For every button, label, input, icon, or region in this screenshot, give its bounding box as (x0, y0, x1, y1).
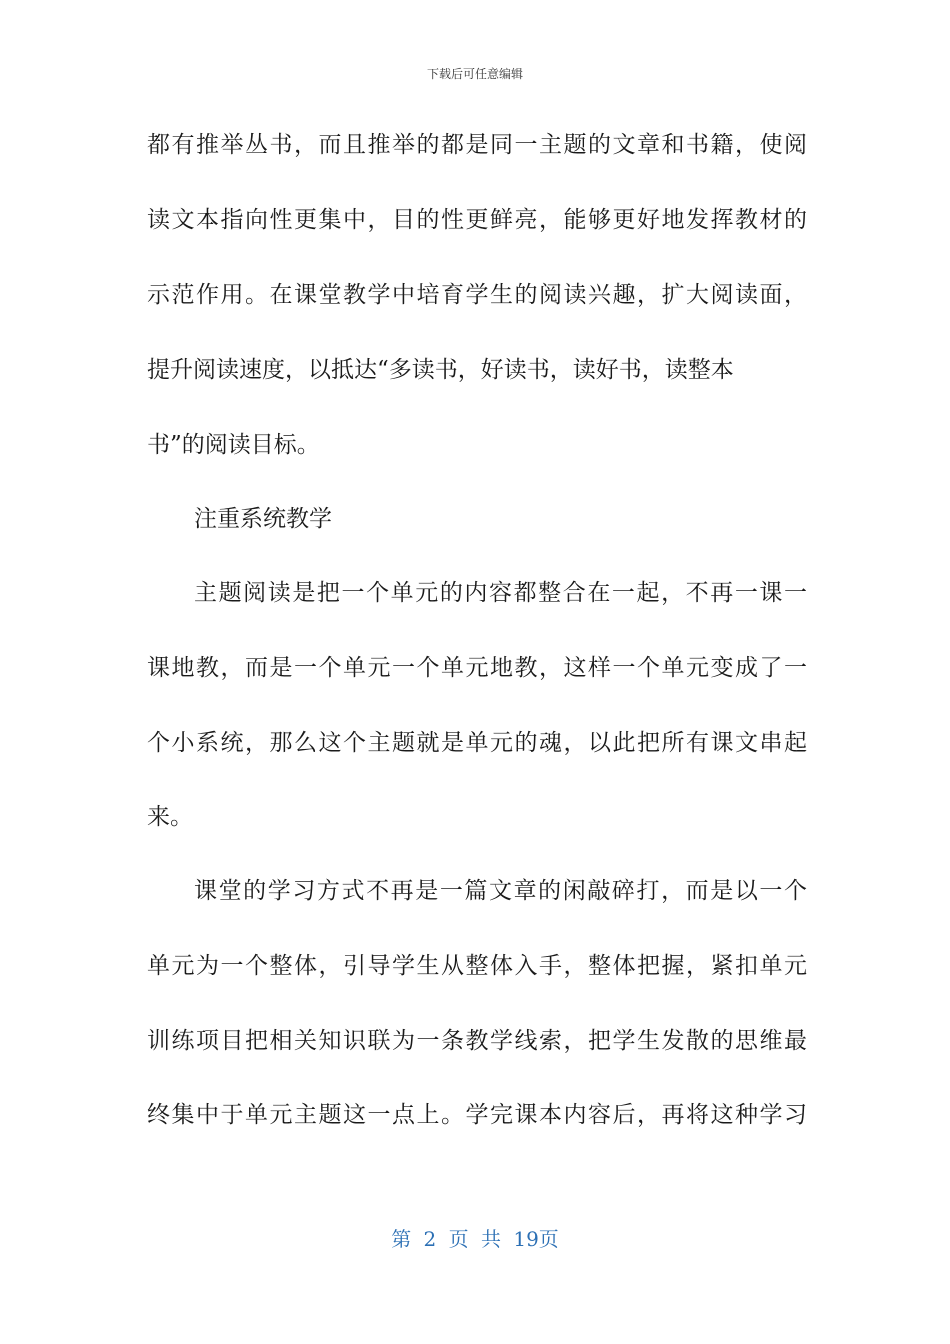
page-header: 下载后可任意编辑 (426, 67, 523, 81)
body-line: 课堂的学习方式不再是一篇文章的闲敲碎打，而是以一个 (194, 878, 807, 904)
page-number: 第 2 页 共 19页 (391, 1227, 559, 1251)
body-line: 书”的阅读目标。 (147, 432, 320, 458)
body-line: 训练项目把相关知识联为一条教学线索，把学生发散的思维最 (147, 1028, 807, 1054)
body-line: 都有推举丛书，而且推举的都是同一主题的文章和书籍，使阅 (147, 132, 807, 158)
body-line: 来。 (147, 804, 193, 830)
body-line: 单元为一个整体，引导学生从整体入手，整体把握，紧扣单元 (147, 953, 807, 979)
body-line: 终集中于单元主题这一点上。学完课本内容后，再将这种学习 (147, 1102, 807, 1128)
body-line: 课地教，而是一个单元一个单元地教，这样一个单元变成了一 (147, 655, 807, 681)
body-line: 读文本指向性更集中，目的性更鲜亮，能够更好地发挥教材的 (147, 207, 807, 233)
body-line: 个小系统，那么这个主题就是单元的魂，以此把所有课文串起 (147, 730, 807, 756)
section-heading: 注重系统教学 (194, 506, 332, 532)
body-line: 主题阅读是把一个单元的内容都整合在一起，不再一课一 (194, 580, 807, 606)
body-line: 提升阅读速度，以抵达“多读书，好读书，读好书，读整本 (147, 357, 734, 383)
body-line: 示范作用。在课堂教学中培育学生的阅读兴趣，扩大阅读面， (147, 282, 807, 308)
